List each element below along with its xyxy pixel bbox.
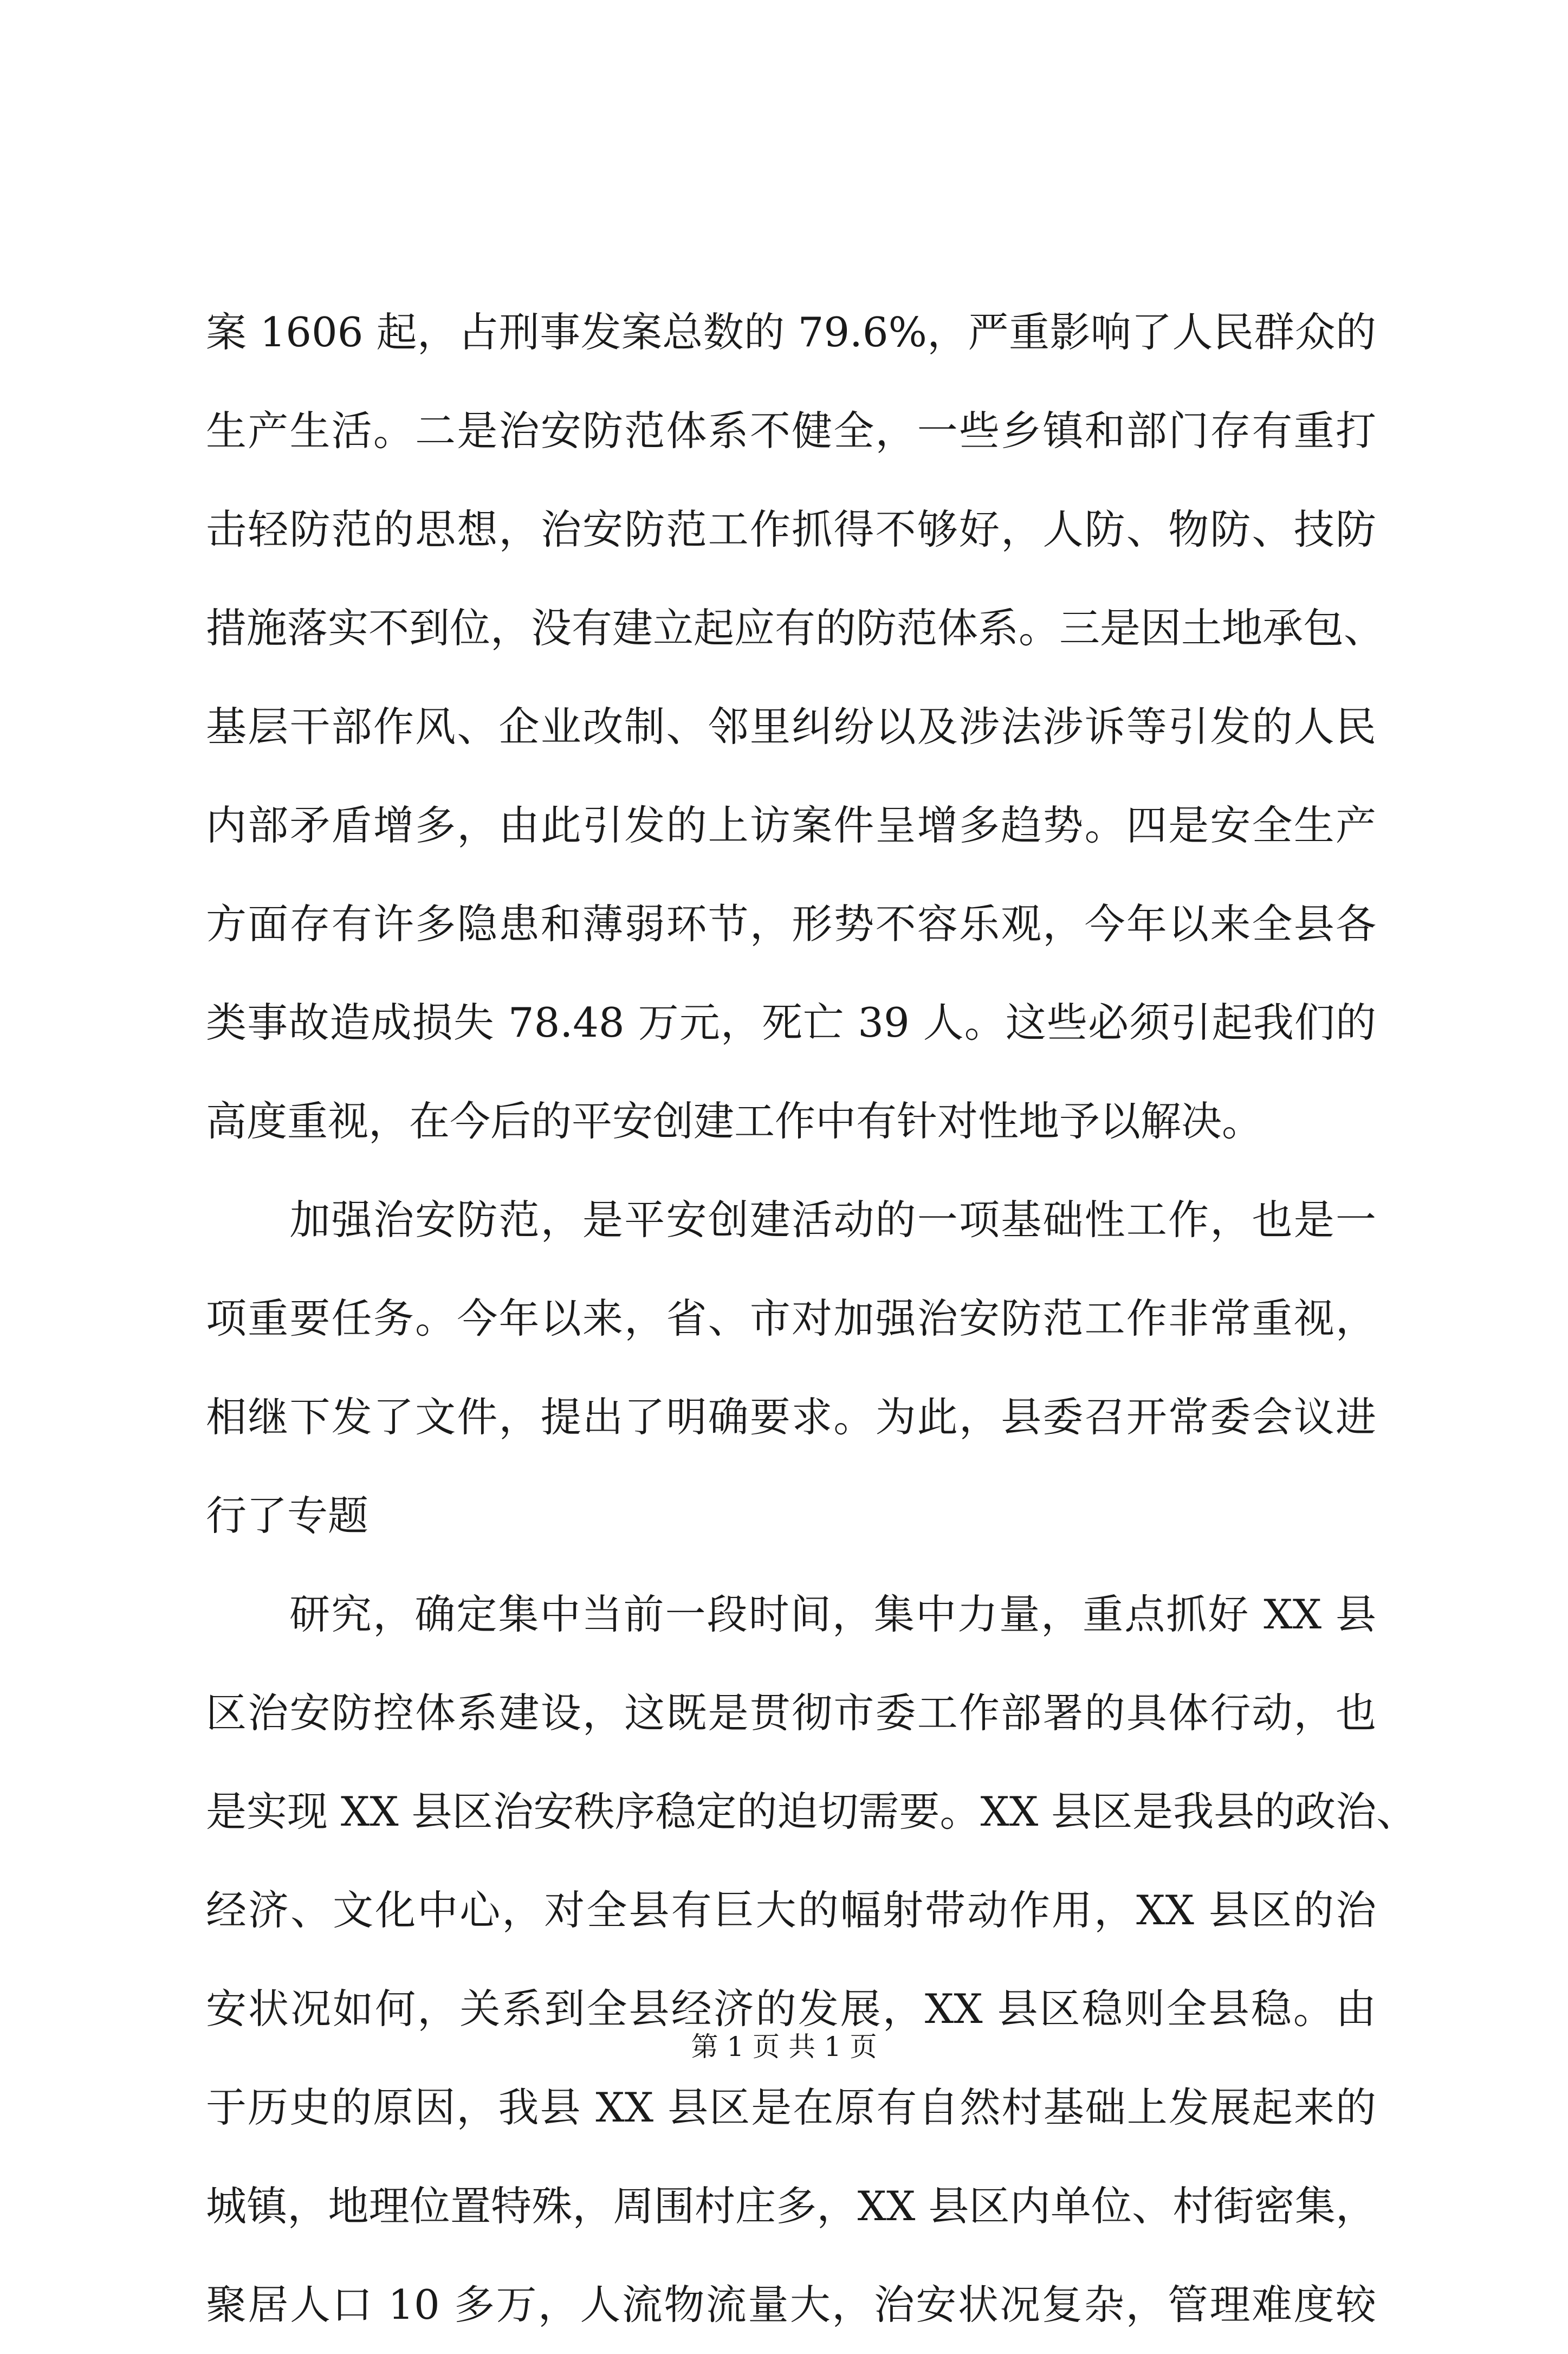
text-line: 内部矛盾增多，由此引发的上访案件呈增多趋势。四是安全生产 — [206, 801, 1376, 849]
text-line: 击轻防范的思想，治安防范工作抓得不够好，人防、物防、技防 — [206, 506, 1376, 553]
text-line: 城镇，地理位置特殊，周围村庄多，XX 县区内单位、村街密集， — [206, 2182, 1376, 2230]
text-line: 经济、文化中心，对全县有巨大的幅射带动作用，XX 县区的治 — [206, 1886, 1376, 1934]
page-number-label: 第 1 页 共 1 页 — [691, 2031, 877, 2062]
text-line: 基层干部作风、企业改制、邻里纠纷以及涉法涉诉等引发的人民 — [206, 703, 1376, 751]
text-line: 项重要任务。今年以来，省、市对加强治安防范工作非常重视， — [206, 1295, 1376, 1342]
text-line: 区治安防控体系建设，这既是贯彻市委工作部署的具体行动，也 — [206, 1689, 1376, 1737]
text-line: 于历史的原因，我县 XX 县区是在原有自然村基础上发展起来的 — [206, 2084, 1376, 2131]
text-line: 生产生活。二是治安防范体系不健全，一些乡镇和部门存有重打 — [206, 407, 1376, 455]
text-line: 是实现 XX 县区治安秩序稳定的迫切需要。XX 县区是我县的政治、 — [206, 1788, 1417, 1835]
text-line: 行了专题 — [206, 1492, 369, 1540]
text-line: 类事故造成损失 78.48 万元，死亡 39 人。这些必须引起我们的 — [206, 999, 1376, 1046]
text-line: 措施落实不到位，没有建立起应有的防范体系。三是因土地承包、 — [206, 604, 1385, 652]
text-line: 加强治安防范，是平安创建活动的一项基础性工作，也是一 — [206, 1196, 1376, 1244]
text-line: 高度重视，在今后的平安创建工作中有针对性地予以解决。 — [206, 1097, 1263, 1145]
text-line: 相继下发了文件，提出了明确要求。为此，县委召开常委会议进 — [206, 1393, 1376, 1441]
text-line: 安状况如何，关系到全县经济的发展，XX 县区稳则全县稳。由 — [206, 1985, 1376, 2033]
text-line: 研究，确定集中当前一段时间，集中力量，重点抓好 XX 县 — [206, 1590, 1376, 1638]
text-line: 案 1606 起，占刑事发案总数的 79.6%，严重影响了人民群众的 — [206, 308, 1376, 356]
text-line: 方面存有许多隐患和薄弱环节，形势不容乐观，今年以来全县各 — [206, 900, 1376, 948]
page-footer — [0, 2028, 1568, 2066]
text-line: 聚居人口 10 多万，人流物流量大，治安状况复杂，管理难度较 — [206, 2281, 1376, 2329]
